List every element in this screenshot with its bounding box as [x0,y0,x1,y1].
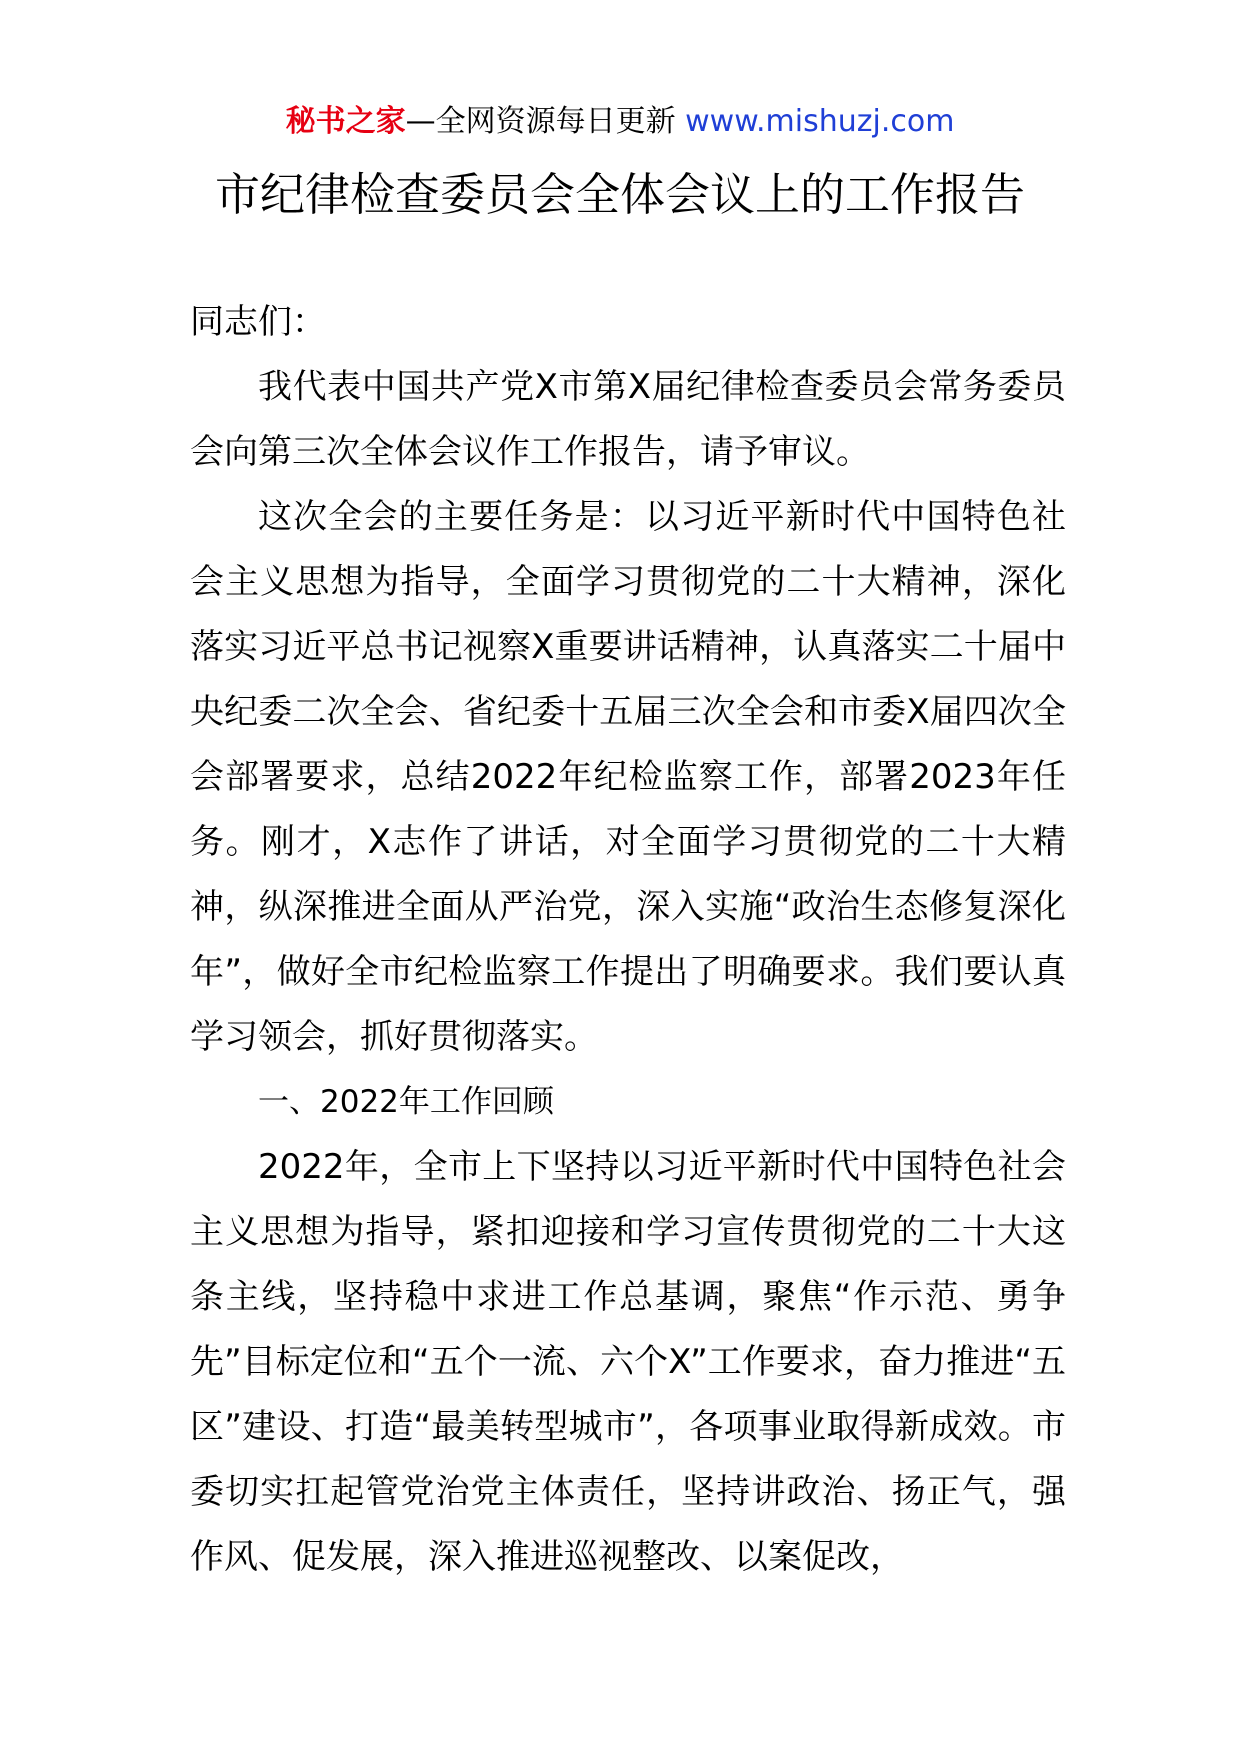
paragraph-review: 2022年，全市上下坚持以习近平新时代中国特色社会主义思想为指导，紧扣迎接和学习宣传贯彻党的二十大这条主线，坚持稳中求进工作总基调，聚焦“作示范、勇争先”目标定位和“五个一流、六个X”工作要求，奋力推进“五区”建设、打造“最美转型城市”，各项事业取得新成效。市委切实扛起管党治党主体责任，坚持讲政治、扬正气，强作风、促发展，深入推进巡视整改、以案促改， [190,1147,1066,1577]
site-url-link[interactable]: www.mishuzj.com [685,104,955,139]
header-banner [0,102,1240,142]
salutation: 同志们： [190,302,326,342]
header-slogan: —全网资源每日更新 [405,104,676,139]
paragraph-intro: 我代表中国共产党X市第X届纪律检查委员会常务委员会向第三次全体会议作工作报告，请予审议。 [190,367,1066,472]
document-title: 市纪律检查委员会全体会议上的工作报告 [214,168,1025,221]
section-heading: 一、2022年工作回顾 [258,1084,554,1120]
brand-name: 秘书之家 [285,104,406,139]
paragraph-main-task: 这次全会的主要任务是：以习近平新时代中国特色社会主义思想为指导，全面学习贯彻党的二十大精神，深化落实习近平总书记视察X重要讲话精神，认真落实二十届中央纪委二次全会、省纪委十五届三次全会和市委X届四次全会部署要求，总结2022年纪检监察工作，部署2023年任务。刚才，X志作了讲话，对全面学习贯彻党的二十大精神，纵深推进全面从严治党，深入实施“政治生态修复深化年”，做好全市纪检监察工作提出了明确要求。我们要认真学习领会，抓好贯彻落实。 [190,497,1066,1057]
document-body [190,290,1066,1590]
